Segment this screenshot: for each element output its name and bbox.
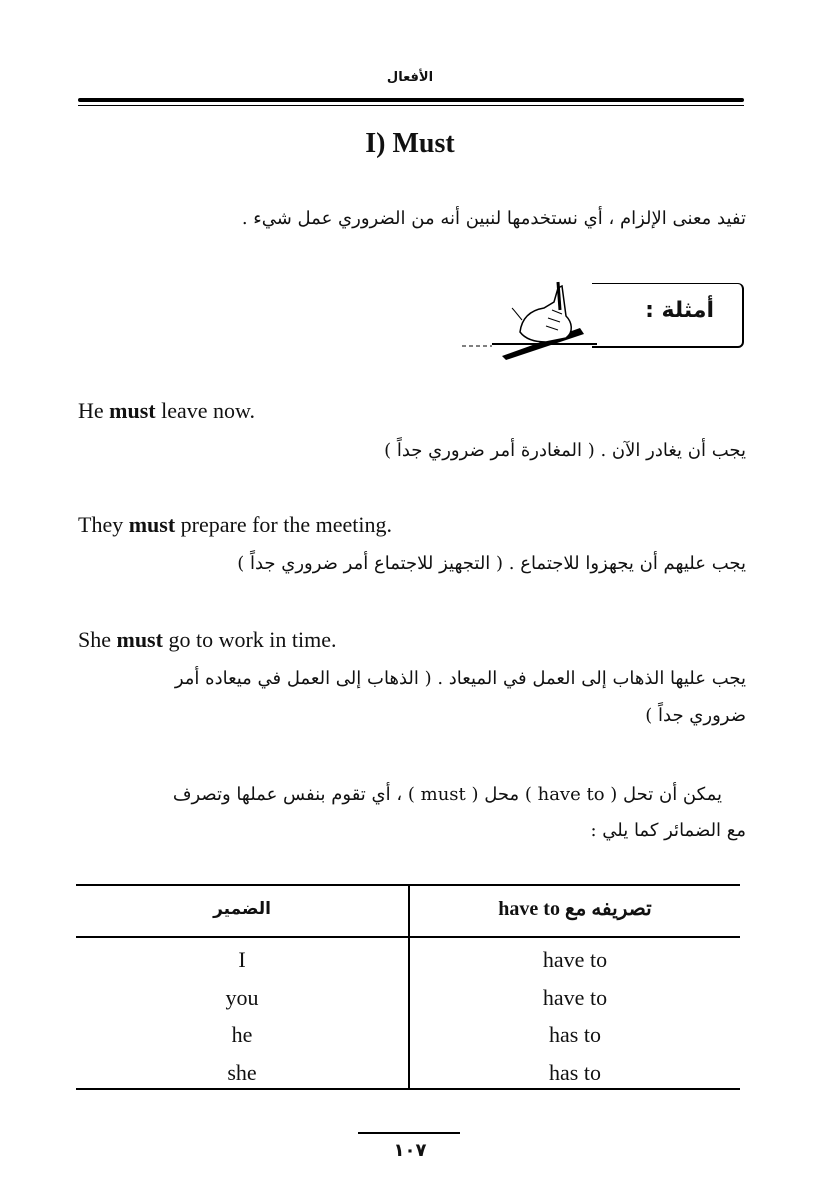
example-2-translation: يجب عليهم أن يجهزوا للاجتماع . ( التجهيز للاجتماع أمر ضروري جداً ): [237, 553, 746, 574]
example-3-modal: must: [116, 627, 163, 652]
table-cell-pronoun: I: [238, 947, 246, 972]
example-1-translation: يجب أن يغادر الآن . ( المغادرة أمر ضروري جداً ): [384, 440, 746, 461]
table-cell-pronoun: she: [227, 1060, 257, 1085]
header-rule: [78, 98, 744, 102]
table-header-conjugation: تصريفه مع have to: [498, 898, 652, 920]
intro-text: تفيد معنى الإلزام ، أي نستخدمها لنبين أنه من الضروري عمل شيء .: [241, 208, 746, 229]
example-2-rest: prepare for the meeting.: [175, 512, 392, 537]
example-2-modal: must: [128, 512, 176, 537]
table-cell-form: has to: [549, 1022, 601, 1047]
table-cell-form: have to: [542, 947, 608, 972]
example-3-subject: She: [78, 627, 117, 652]
writing-hand-icon: [462, 280, 607, 360]
example-2-subject: They: [78, 512, 129, 537]
table-cell-form: have to: [542, 985, 608, 1010]
table-header-pronoun: الضمير: [213, 899, 271, 919]
header-rule-thin: [78, 105, 744, 106]
example-3-english: [78, 627, 337, 653]
example-3-translation-line-2: ضروري جداً ): [645, 705, 746, 726]
table-cell-pronoun: you: [225, 985, 259, 1010]
note-line-2: مع الضمائر كما يلي :: [590, 820, 746, 841]
note-line-1: يمكن أن تحل ( have to ) محل ( must ) ، أي تقوم بنفس عملها وتصرف: [172, 784, 722, 805]
page-number: ١٠٧: [393, 1140, 427, 1161]
running-header: الأفعال: [386, 70, 434, 85]
examples-label: أمثلة :: [645, 298, 714, 323]
example-1-subject: He: [78, 398, 110, 423]
example-1-modal: must: [109, 398, 156, 423]
example-3-rest: go to work in time.: [162, 627, 337, 652]
section-title: I) Must: [365, 128, 455, 159]
example-1-rest: leave now.: [155, 398, 255, 423]
example-1-english: [78, 398, 255, 424]
table-cell-form: has to: [549, 1060, 601, 1085]
table-cell-pronoun: he: [231, 1022, 253, 1047]
example-2-english: [78, 512, 392, 538]
footer-rule: [358, 1132, 460, 1134]
example-3-translation-line-1: يجب عليها الذهاب إلى العمل في الميعاد . ( الذهاب إلى العمل في ميعاده أمر: [174, 668, 746, 689]
